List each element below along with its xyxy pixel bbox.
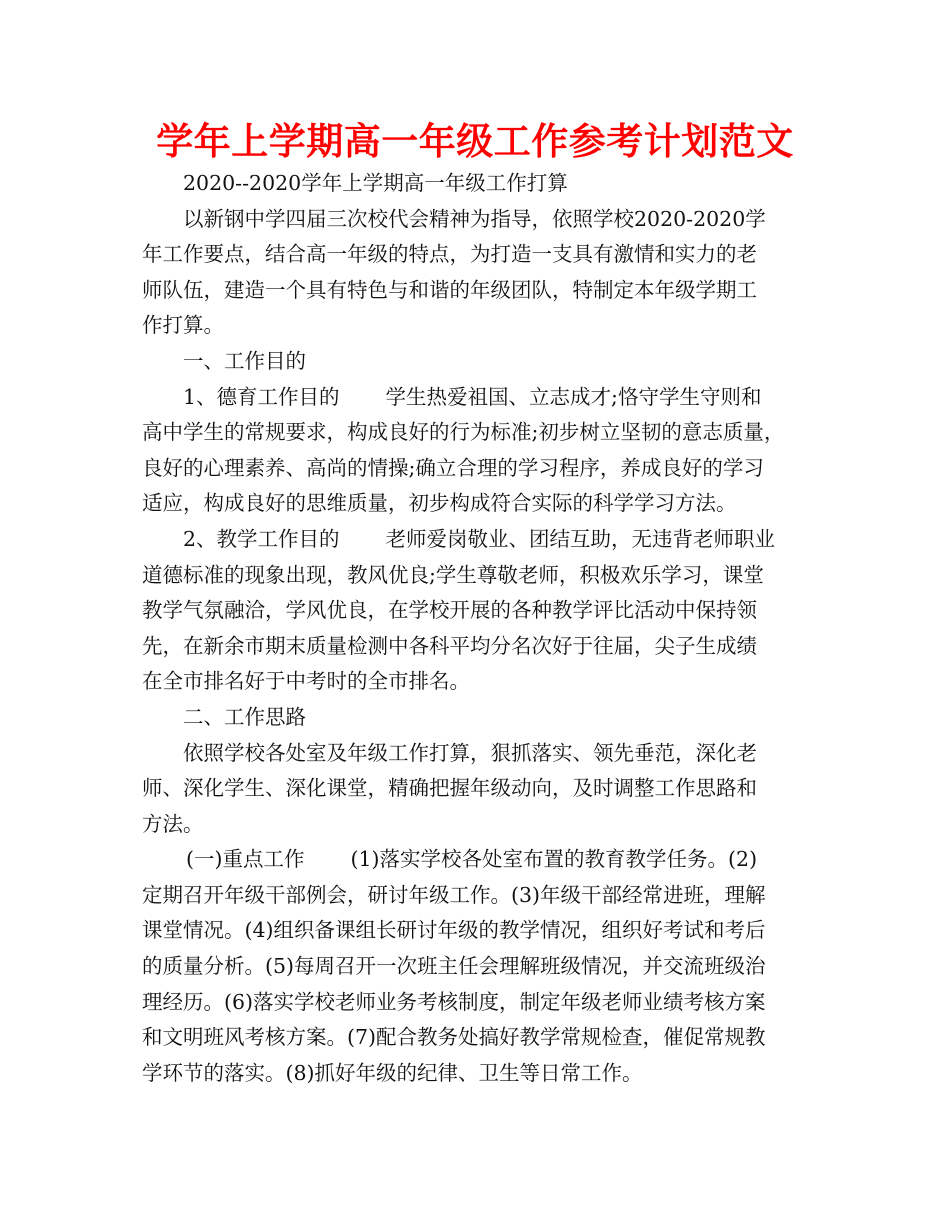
goal-label: 2、教学工作目的	[183, 526, 340, 551]
goal-label: 1、德育工作目的	[183, 384, 340, 409]
approach-line: 方法。	[142, 811, 204, 836]
goal-line	[142, 380, 814, 416]
goal-line: 在全市排名好于中考时的全市排名。	[142, 669, 470, 694]
goal-line: 先，在新余市期末质量检测中各科平均分名次好于往届，尖子生成绩	[142, 633, 757, 658]
approach-line: 师、深化学生、深化课堂，精确把握年级动向，及时调整工作思路和	[142, 776, 757, 801]
document-body	[142, 166, 814, 1091]
section-heading: 一、工作目的	[183, 348, 306, 373]
section-heading: 二、工作思路	[183, 704, 306, 729]
key-work-line: 定期召开年级干部例会，研讨年级工作。(3)年级干部经常进班，理解	[142, 882, 766, 907]
goal-line: 高中学生的常规要求，构成良好的行为标准;初步树立坚韧的意志质量，	[142, 420, 785, 445]
document-title: 学年上学期高一年级工作参考计划范文	[156, 120, 794, 163]
approach-line: 依照学校各处室及年级工作打算，狠抓落实、领先垂范，深化老	[183, 740, 757, 765]
key-work-line	[142, 842, 814, 878]
goal-text: 老师爱岗敬业、团结互助，无违背老师职业	[385, 526, 776, 551]
key-work-line: 和文明班风考核方案。(7)配合教务处搞好教学常规检查，催促常规教	[142, 1025, 766, 1050]
goal-line: 良好的心理素养、高尚的情操;确立合理的学习程序，养成良好的学习	[142, 455, 764, 480]
goal-line	[142, 522, 814, 558]
goal-line: 道德标准的现象出现，教风优良;学生尊敬老师，积极欢乐学习，课堂	[142, 562, 764, 587]
key-work-line: 理经历。(6)落实学校老师业务考核制度，制定年级老师业绩考核方案	[142, 989, 766, 1014]
key-work-line: 课堂情况。(4)组织备课组长研讨年级的教学情况，组织好考试和考后	[142, 918, 766, 943]
key-work-text: (1)落实学校各处室布置的教育教学任务。(2)	[350, 847, 758, 872]
goal-line: 教学气氛融洽，学风优良，在学校开展的各种教学评比活动中保持领	[142, 598, 757, 623]
intro-line: 作打算。	[142, 313, 224, 338]
intro-line: 以新钢中学四届三次校代会精神为指导，依照学校2020-2020学	[183, 206, 766, 231]
goal-line: 适应，构成良好的思维质量，初步构成符合实际的科学学习方法。	[142, 491, 737, 516]
key-work-line: 的质量分析。(5)每周召开一次班主任会理解班级情况，并交流班级治	[142, 954, 766, 979]
intro-line: 师队伍，建造一个具有特色与和谐的年级团队，特制定本年级学期工	[142, 277, 757, 302]
goal-text: 学生热爱祖国、立志成才;恪守学生守则和	[385, 384, 762, 409]
intro-line: 年工作要点，结合高一年级的特点，为打造一支具有激情和实力的老	[142, 242, 757, 267]
key-work-line: 学环节的落实。(8)抓好年级的纪律、卫生等日常工作。	[142, 1060, 643, 1085]
key-work-label: (一)重点工作	[186, 847, 305, 872]
subtitle: 2020--2020学年上学期高一年级工作打算	[183, 171, 568, 195]
